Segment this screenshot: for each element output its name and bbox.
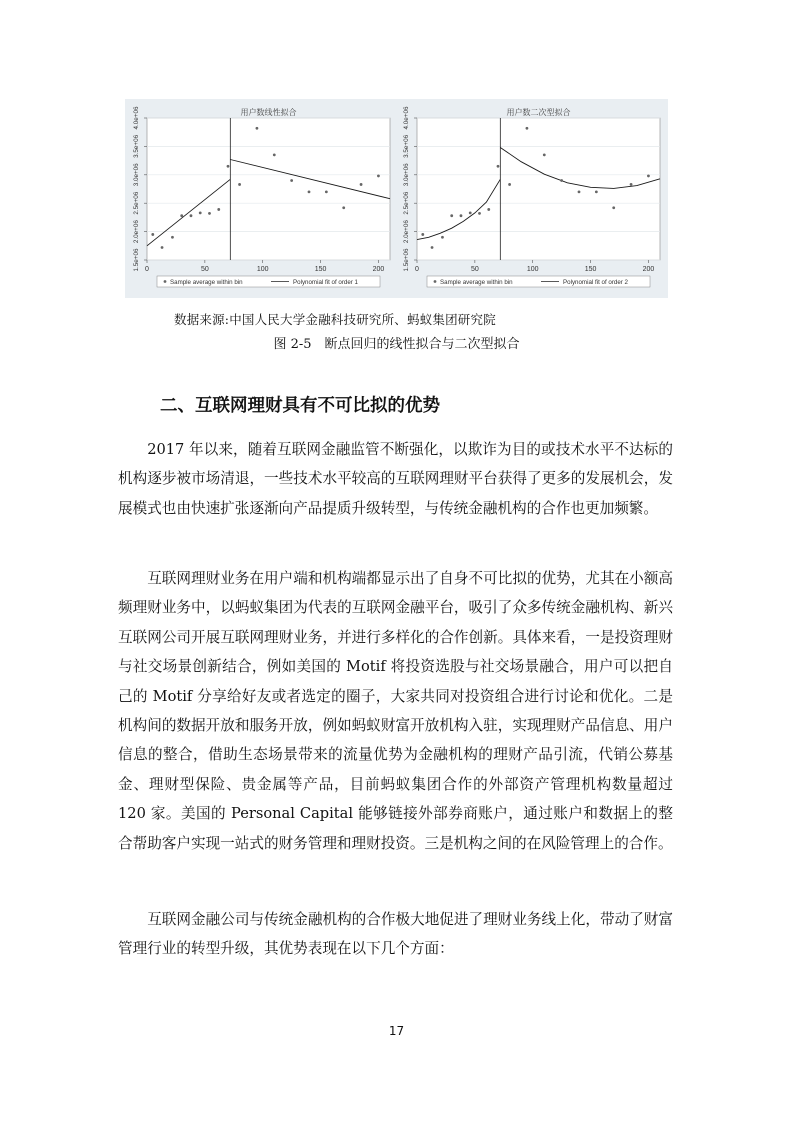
- data-point: [431, 246, 434, 249]
- data-point: [217, 208, 220, 211]
- data-point: [199, 211, 202, 214]
- x-tick-label: 150: [584, 266, 597, 273]
- data-point: [478, 212, 481, 215]
- chart-title: 用户数二次型拟合: [506, 108, 571, 117]
- legend-marker: [164, 280, 167, 283]
- data-point: [460, 214, 463, 217]
- data-point: [227, 165, 230, 168]
- y-tick-label: 4.0e+06: [133, 106, 140, 130]
- legend-label-1: Sample average within bin: [440, 279, 513, 286]
- data-point: [256, 127, 259, 130]
- data-point: [450, 214, 453, 217]
- chart-panel-1: [133, 106, 390, 287]
- data-point: [487, 208, 490, 211]
- page-number: 17: [388, 1024, 405, 1038]
- rd-figure: [125, 99, 668, 298]
- data-point: [497, 165, 500, 168]
- x-tick-label: 0: [415, 266, 419, 273]
- legend-label-1: Sample average within bin: [170, 279, 243, 286]
- y-tick-label: 2.0e+06: [133, 220, 140, 244]
- data-point: [171, 236, 174, 239]
- section-heading: 二、互联网理财具有不可比拟的优势: [160, 396, 440, 416]
- data-point: [421, 233, 424, 236]
- data-point: [595, 190, 598, 193]
- chart-panel-2: [403, 106, 660, 287]
- data-point: [578, 190, 581, 193]
- y-tick-label: 3.0e+06: [403, 163, 410, 187]
- legend-label-2: Polynomial fit of order 1: [293, 279, 358, 286]
- y-tick-label: 4.0e+06: [403, 106, 410, 130]
- y-tick-label: 1.5e+06: [133, 248, 140, 272]
- data-point: [151, 233, 154, 236]
- paragraph-3: 互联网金融公司与传统金融机构的合作极大地促进了理财业务线上化，带动了财富管理行业的转型升级，其优势表现在以下几个方面：: [118, 911, 673, 958]
- y-tick-label: 2.0e+06: [403, 220, 410, 244]
- figure-caption: 图 2-5 断点回归的线性拟合与二次型拟合: [273, 337, 520, 352]
- y-tick-label: 1.5e+06: [403, 248, 410, 272]
- data-point: [360, 183, 363, 186]
- x-tick-label: 50: [470, 266, 479, 273]
- x-tick-label: 100: [256, 266, 269, 273]
- rd-charts: [125, 99, 668, 298]
- data-point: [342, 206, 345, 209]
- data-point: [441, 236, 444, 239]
- data-point: [325, 190, 328, 193]
- legend-label-2: Polynomial fit of order 2: [563, 279, 628, 286]
- chart-title: 用户数线性拟合: [240, 108, 297, 117]
- x-tick-label: 0: [145, 266, 149, 273]
- x-tick-label: 100: [526, 266, 539, 273]
- paragraph-1: 2017 年以来，随着互联网金融监管不断强化，以欺诈为目的或技术水平不达标的机构逐步被市场清退，一些技术水平较高的互联网理财平台获得了更多的发展机会，发展模式也由快速扩张逐渐向产品提质升级转型，与传统金融机构的合作也更加频繁。: [118, 441, 673, 517]
- y-tick-label: 2.5e+06: [133, 191, 140, 215]
- data-point: [508, 183, 511, 186]
- data-point: [180, 214, 183, 217]
- figure-source: 数据来源:中国人民大学金融科技研究所、蚂蚁集团研究院: [174, 312, 496, 327]
- x-tick-label: 200: [372, 266, 385, 273]
- x-tick-label: 200: [642, 266, 655, 273]
- y-tick-label: 2.5e+06: [403, 191, 410, 215]
- data-point: [190, 214, 193, 217]
- y-tick-label: 3.5e+06: [403, 134, 410, 158]
- data-point: [290, 179, 293, 182]
- plot-area: [417, 118, 660, 260]
- data-point: [630, 183, 633, 186]
- data-point: [560, 179, 563, 182]
- paragraph-2: 互联网理财业务在用户端和机构端都显示出了自身不可比拟的优势，尤其在小额高频理财业务中，以蚂蚁集团为代表的互联网金融平台，吸引了众多传统金融机构、新兴互联网公司开展互联网理财业务，并进行多样化的合作创新。具体来看，一是投资理财与社交场景创新结合，例如美国的 Motif 将投资选股与社交场景融合，用户可以把自己的 Motif 分享给好友或者选定的圈子，大家共同对投资组合进行讨论和优化。二是机构间的数据开放和服务开放，例如蚂蚁财富开放机构入驻，实现理财产品信息、用户信息的整合，借助生态场景带来的流量优势为金融机构的理财产品引流，代销公募基金、理财型保险、贵金属等产品，目前蚂蚁集团合作的外部资产管理机构数量超过 120 家。美国的 Personal Capital 能够链接外部券商账户，通过账户和数据上的整合帮助客户实现一站式的财务管理和理财投资。三是机构之间的在风险管理上的合作。: [118, 570, 673, 852]
- data-point: [208, 212, 211, 215]
- data-point: [526, 127, 529, 130]
- x-tick-label: 50: [200, 266, 209, 273]
- data-point: [161, 246, 164, 249]
- data-point: [308, 190, 311, 193]
- data-point: [543, 154, 546, 157]
- y-tick-label: 3.5e+06: [133, 134, 140, 158]
- data-point: [377, 175, 380, 178]
- legend-marker: [434, 280, 437, 283]
- data-point: [647, 175, 650, 178]
- y-tick-label: 3.0e+06: [133, 163, 140, 187]
- plot-area: [147, 118, 390, 260]
- data-point: [612, 206, 615, 209]
- x-tick-label: 150: [314, 266, 327, 273]
- data-point: [273, 154, 276, 157]
- data-point: [469, 211, 472, 214]
- data-point: [238, 183, 241, 186]
